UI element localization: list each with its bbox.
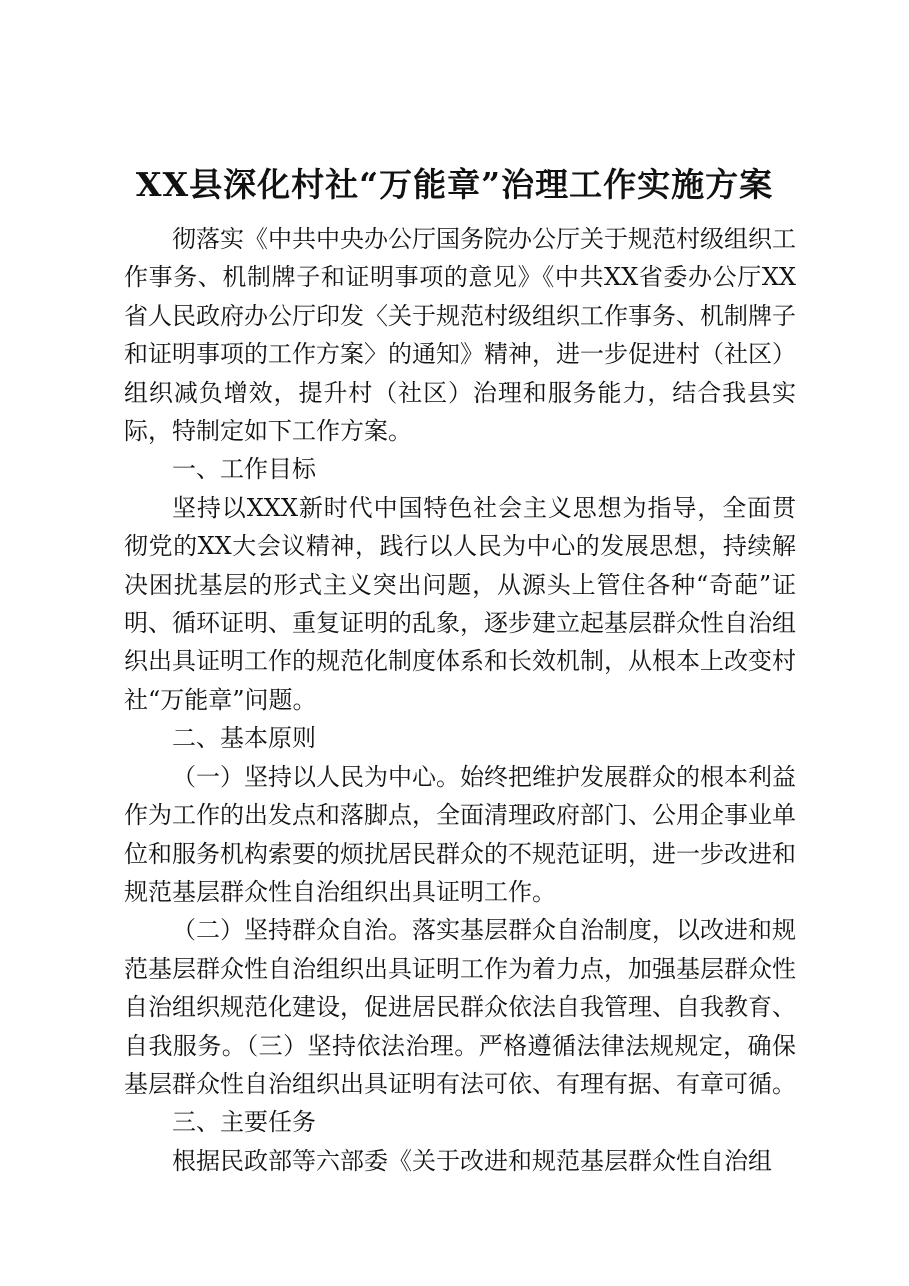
section-heading-principles: 二、基本原则 [172, 724, 316, 753]
document-title: XX县深化村社“万能章”治理工作实施方案 [135, 165, 774, 204]
section-heading-tasks: 三、主要任务 [172, 1108, 316, 1137]
paragraph-principle-1: （一）坚持以人民为中心。始终把维护发展群众的根本利益作为工作的出发点和落脚点，全面清理政府部门、公用企事业单位和服务机构索要的烦扰居民群众的不规范证明，进一步改进和规范基层群众性自治组织出具证明工作。 [124, 762, 796, 906]
paragraph-goals: 坚持以XXX新时代中国特色社会主义思想为指导，全面贯彻党的XX大会议精神，践行以人民为中心的发展思想，持续解决困扰基层的形式主义突出问题，从源头上管住各种“奇葩”证明、循环证明、重复证明的乱象，逐步建立起基层群众性自治组织出具证明工作的规范化制度体系和长效机制，从根本上改变村社“万能章”问题。 [124, 493, 796, 714]
paragraph-tasks: 根据民政部等六部委《关于改进和规范基层群众性自治组 [172, 1146, 772, 1175]
document-body [124, 220, 796, 1180]
paragraph-intro: 彻落实《中共中央办公厅国务院办公厅关于规范村级组织工作事务、机制牌子和证明事项的意见》《中共XX省委办公厅XX省人民政府办公厅印发〈关于规范村级组织工作事务、机制牌子和证明事项的工作方案〉的通知》精神，进一步促进村（社区）组织减负增效，提升村（社区）治理和服务能力，结合我县实际，特制定如下工作方案。 [124, 225, 796, 446]
section-heading-goals: 一、工作目标 [172, 455, 316, 484]
paragraph-principle-2: （二）坚持群众自治。落实基层群众自治制度，以改进和规范基层群众性自治组织出具证明工作为着力点，加强基层群众性自治组织规范化建设，促进居民群众依法自我管理、自我教育、自我服务。（三）坚持依法治理。严格遵循法律法规规定，确保基层群众性自治组织出具证明有法可依、有理有据、有章可循。 [124, 916, 796, 1098]
